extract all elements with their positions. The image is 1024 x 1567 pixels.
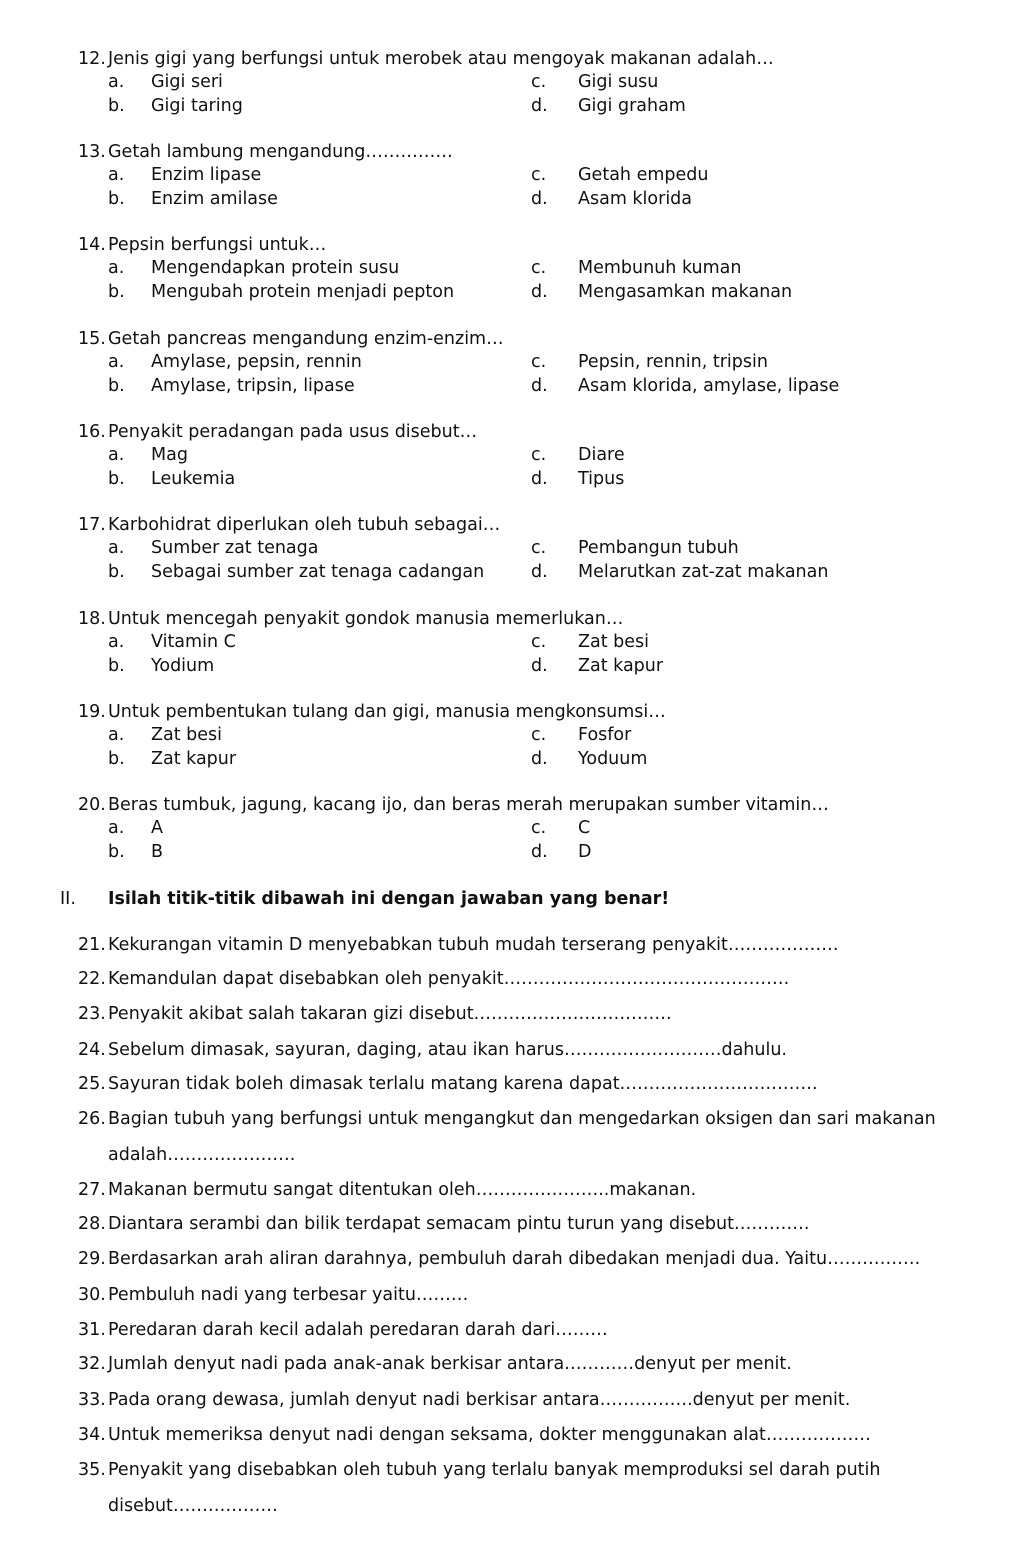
question-block	[78, 514, 978, 584]
fill-question	[78, 1423, 871, 1447]
option-letter: d.	[531, 841, 548, 862]
option-letter: d.	[531, 655, 548, 676]
option-text: Diare	[578, 445, 625, 465]
question-number: 23.	[78, 1004, 106, 1024]
fill-question	[78, 1107, 936, 1131]
option-text: Mengasamkan makanan	[578, 281, 793, 302]
question-text-line	[78, 701, 978, 724]
question-text: Pada orang dewasa, jumlah denyut nadi berkisar antara…………….denyut per menit.	[108, 1390, 851, 1410]
option-row	[78, 724, 978, 748]
question-number: 15.	[78, 329, 106, 349]
question-number: 33.	[78, 1390, 106, 1410]
option-letter: a.	[108, 165, 125, 185]
question-text: Kekurangan vitamin D menyebabkan tubuh mudah terserang penyakit……………….	[108, 935, 839, 955]
option-text: Asam klorida	[578, 188, 693, 209]
question-number: 25.	[78, 1074, 106, 1094]
question-number: 35.	[78, 1460, 106, 1480]
question-text-line	[78, 328, 978, 351]
question-number: 34.	[78, 1425, 106, 1445]
question-number: 18.	[78, 609, 106, 629]
question-text: Penyakit peradangan pada usus disebut…	[108, 422, 478, 442]
question-text: Sebelum dimasak, sayuran, daging, atau ikan harus………………………dahulu.	[108, 1040, 787, 1060]
option-letter: d.	[531, 281, 548, 302]
option-letter: d.	[531, 375, 548, 396]
option-letter: a.	[108, 632, 125, 652]
question-text-line	[78, 794, 978, 817]
question-text: Penyakit yang disebabkan oleh tubuh yang terlalu banyak memproduksi sel darah putih	[108, 1460, 881, 1480]
question-text: Karbohidrat diperlukan oleh tubuh sebagai…	[108, 515, 501, 535]
option-letter: b.	[108, 748, 125, 769]
option-row	[78, 71, 978, 95]
option-text: Yodium	[151, 655, 215, 676]
option-text: Vitamin C	[151, 632, 236, 652]
option-text: Membunuh kuman	[578, 258, 742, 278]
option-letter: a.	[108, 538, 125, 558]
question-block	[78, 48, 978, 118]
option-row	[78, 468, 978, 492]
question-text: Penyakit akibat salah takaran gizi disebut…………………………….	[108, 1004, 672, 1024]
option-text: Getah empedu	[578, 165, 709, 185]
option-letter: c.	[531, 818, 547, 838]
option-letter: b.	[108, 468, 125, 489]
option-text: Zat kapur	[151, 748, 237, 769]
option-text: Enzim amilase	[151, 188, 278, 209]
question-block	[78, 794, 978, 864]
question-text: Kemandulan dapat disebabkan oleh penyakit………………………………………….	[108, 969, 790, 989]
question-text: Getah lambung mengandung……………	[108, 142, 453, 162]
question-text-continuation: adalah………………….	[108, 1145, 296, 1165]
question-text: Jenis gigi yang berfungsi untuk merobek atau mengoyak makanan adalah…	[108, 49, 774, 69]
question-number: 14.	[78, 235, 106, 255]
option-text: Tipus	[578, 468, 625, 489]
question-block	[78, 328, 978, 398]
option-text: Gigi seri	[151, 72, 223, 92]
question-text: Peredaran darah kecil adalah peredaran darah dari………	[108, 1320, 608, 1340]
fill-question	[78, 967, 789, 991]
option-letter: d.	[531, 188, 548, 209]
option-letter: c.	[531, 72, 547, 92]
question-number: 21.	[78, 935, 106, 955]
option-row	[78, 95, 978, 119]
option-text: Zat besi	[578, 632, 649, 652]
option-text: Zat besi	[151, 725, 222, 745]
question-text-line	[78, 234, 978, 257]
section-instruction: Isilah titik-titik dibawah ini dengan jawaban yang benar!	[108, 889, 670, 909]
option-letter: c.	[531, 352, 547, 372]
option-letter: a.	[108, 258, 125, 278]
question-number: 31.	[78, 1320, 106, 1340]
question-text: Bagian tubuh yang berfungsi untuk mengangkut dan mengedarkan oksigen dan sari makanan	[108, 1109, 936, 1129]
question-number: 26.	[78, 1109, 106, 1129]
option-row	[78, 281, 978, 305]
question-text: Untuk pembentukan tulang dan gigi, manusia mengkonsumsi…	[108, 702, 666, 722]
question-number: 19.	[78, 702, 106, 722]
fill-question	[78, 1212, 810, 1236]
option-row	[78, 841, 978, 865]
question-text-line	[78, 608, 978, 631]
option-row	[78, 561, 978, 585]
question-text: Makanan bermutu sangat ditentukan oleh…………………..makanan.	[108, 1180, 697, 1200]
question-text: Beras tumbuk, jagung, kacang ijo, dan beras merah merupakan sumber vitamin…	[108, 795, 829, 815]
question-text: Berdasarkan arah aliran darahnya, pembuluh darah dibedakan menjadi dua. Yaitu…………….	[108, 1249, 921, 1269]
option-letter: d.	[531, 561, 548, 582]
option-letter: c.	[531, 632, 547, 652]
option-letter: a.	[108, 725, 125, 745]
option-text: A	[151, 818, 163, 838]
question-number: 28.	[78, 1214, 106, 1234]
question-number: 30.	[78, 1285, 106, 1305]
option-row	[78, 351, 978, 375]
option-letter: d.	[531, 468, 548, 489]
option-letter: c.	[531, 258, 547, 278]
option-letter: b.	[108, 188, 125, 209]
option-text: Mengendapkan protein susu	[151, 258, 400, 278]
option-text: Gigi graham	[578, 95, 686, 116]
option-letter: b.	[108, 95, 125, 116]
option-letter: a.	[108, 818, 125, 838]
option-letter: b.	[108, 561, 125, 582]
question-number: 17.	[78, 515, 106, 535]
option-row	[78, 655, 978, 679]
question-text: Untuk mencegah penyakit gondok manusia memerlukan…	[108, 609, 624, 629]
question-number: 16.	[78, 422, 106, 442]
option-text: B	[151, 841, 164, 862]
option-text: Fosfor	[578, 725, 632, 745]
question-number: 29.	[78, 1249, 106, 1269]
question-block	[78, 141, 978, 211]
option-text: D	[578, 841, 592, 862]
option-text: Melarutkan zat-zat makanan	[578, 561, 829, 582]
question-text-continuation: disebut………………	[108, 1496, 278, 1516]
option-text: Enzim lipase	[151, 165, 262, 185]
option-row	[78, 537, 978, 561]
fill-question	[78, 1178, 696, 1202]
question-number: 32.	[78, 1354, 106, 1374]
option-text: Pembangun tubuh	[578, 538, 739, 558]
question-block	[78, 421, 978, 491]
option-letter: d.	[531, 748, 548, 769]
option-row	[78, 164, 978, 188]
fill-question	[78, 1072, 818, 1096]
option-letter: c.	[531, 725, 547, 745]
question-text: Pepsin berfungsi untuk…	[108, 235, 327, 255]
option-text: Amylase, tripsin, lipase	[151, 375, 355, 396]
fill-question	[78, 1318, 608, 1342]
option-text: Mag	[151, 445, 188, 465]
option-letter: c.	[531, 445, 547, 465]
option-row	[78, 444, 978, 468]
question-number: 27.	[78, 1180, 106, 1200]
question-number: 22.	[78, 969, 106, 989]
fill-question	[78, 1458, 881, 1482]
option-letter: c.	[531, 165, 547, 185]
fill-question	[78, 1247, 920, 1271]
option-row	[78, 375, 978, 399]
question-text: Diantara serambi dan bilik terdapat semacam pintu turun yang disebut………….	[108, 1214, 810, 1234]
question-text-line	[78, 141, 978, 164]
option-text: Yoduum	[578, 748, 648, 769]
option-row	[78, 257, 978, 281]
question-text: Getah pancreas mengandung enzim-enzim…	[108, 329, 504, 349]
question-text-line	[78, 48, 978, 71]
option-letter: d.	[531, 95, 548, 116]
option-letter: a.	[108, 352, 125, 372]
question-block	[78, 234, 978, 304]
fill-question	[78, 1352, 792, 1376]
question-number: 24.	[78, 1040, 106, 1060]
option-row	[78, 631, 978, 655]
option-row	[78, 748, 978, 772]
option-row	[78, 817, 978, 841]
question-block	[78, 608, 978, 678]
option-letter: b.	[108, 281, 125, 302]
fill-question	[78, 933, 838, 957]
option-text: Leukemia	[151, 468, 236, 489]
option-text: Asam klorida, amylase, lipase	[578, 375, 840, 396]
option-text: Zat kapur	[578, 655, 664, 676]
option-text: Gigi taring	[151, 95, 243, 116]
option-letter: a.	[108, 445, 125, 465]
question-text: Jumlah denyut nadi pada anak-anak berkisar antara…………denyut per menit.	[108, 1354, 792, 1374]
option-text: Sebagai sumber zat tenaga cadangan	[151, 561, 485, 582]
question-text: Sayuran tidak boleh dimasak terlalu matang karena dapat…………………………….	[108, 1074, 818, 1094]
option-text: Mengubah protein menjadi pepton	[151, 281, 455, 302]
question-number: 13.	[78, 142, 106, 162]
option-letter: c.	[531, 538, 547, 558]
option-text: Sumber zat tenaga	[151, 538, 319, 558]
option-letter: a.	[108, 72, 125, 92]
option-text: Gigi susu	[578, 72, 659, 92]
question-text: Pembuluh nadi yang terbesar yaitu………	[108, 1285, 469, 1305]
question-text-line	[78, 421, 978, 444]
option-letter: b.	[108, 841, 125, 862]
question-number: 20.	[78, 795, 106, 815]
fill-question	[78, 1002, 672, 1026]
option-row	[78, 188, 978, 212]
option-letter: b.	[108, 375, 125, 396]
option-letter: b.	[108, 655, 125, 676]
option-text: C	[578, 818, 591, 838]
question-number: 12.	[78, 49, 106, 69]
question-text: Untuk memeriksa denyut nadi dengan seksama, dokter menggunakan alat………………	[108, 1425, 871, 1445]
fill-question	[78, 1038, 787, 1062]
question-text-line	[78, 514, 978, 537]
option-text: Amylase, pepsin, rennin	[151, 352, 362, 372]
question-block	[78, 701, 978, 771]
fill-question	[78, 1283, 468, 1307]
section-number: II.	[60, 889, 76, 909]
option-text: Pepsin, rennin, tripsin	[578, 352, 768, 372]
fill-question	[78, 1388, 850, 1412]
